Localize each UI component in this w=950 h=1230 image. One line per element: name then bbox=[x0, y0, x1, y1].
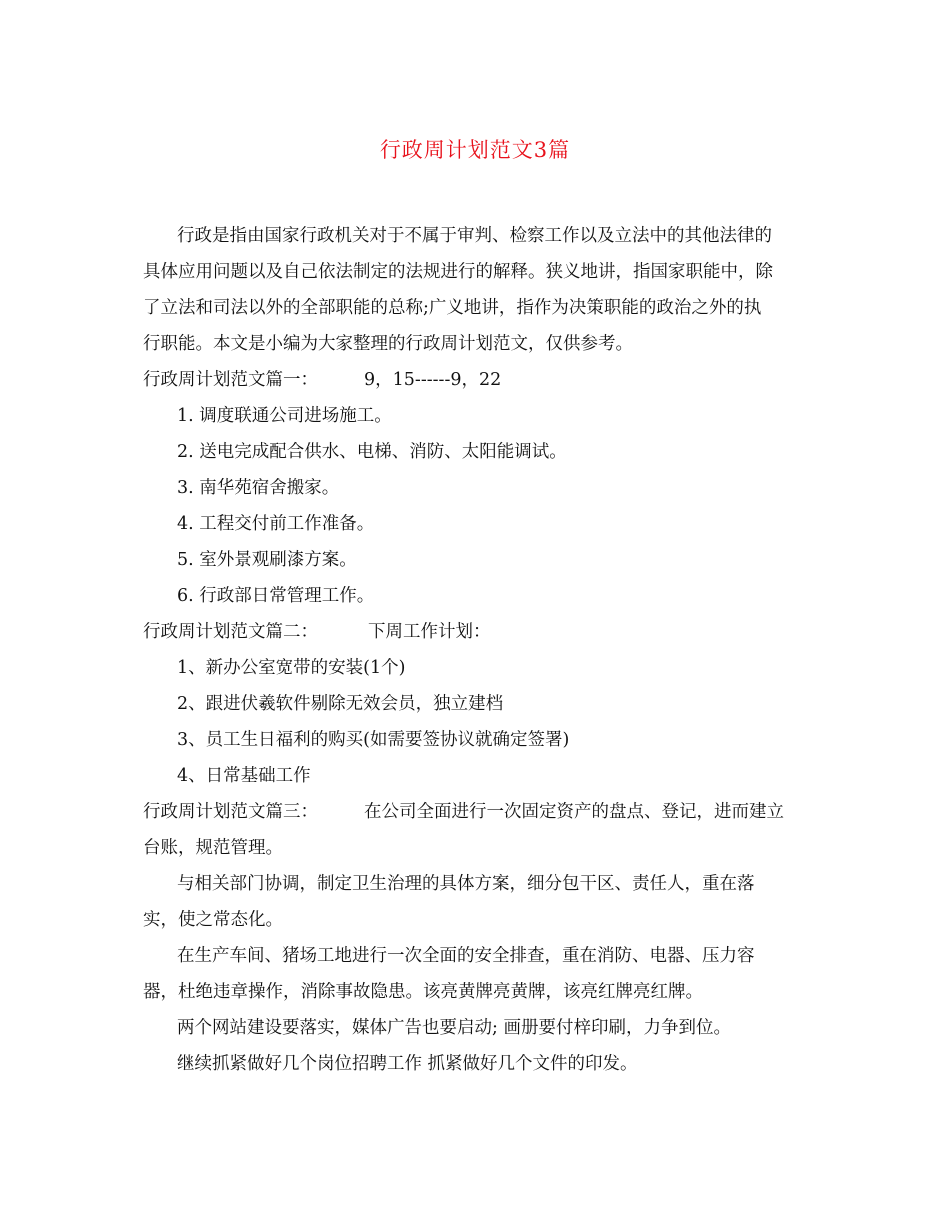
list-item: 4、日常基础工作 bbox=[177, 766, 311, 786]
section3-heading-line bbox=[143, 794, 823, 830]
section2-heading-line bbox=[143, 614, 823, 650]
paragraph-line: 继续抓紧做好几个岗位招聘工作 抓紧做好几个文件的印发。 bbox=[177, 1054, 638, 1074]
document-title: 行政周计划范文3篇 bbox=[379, 138, 571, 162]
section3-first-line: 在公司全面进行一次固定资产的盘点、登记，进而建立 bbox=[364, 802, 784, 822]
section1-heading: 行政周计划范文篇一： bbox=[143, 370, 318, 390]
section2-heading: 行政周计划范文篇二： bbox=[143, 622, 318, 642]
section2-subheading: 下周工作计划： bbox=[368, 622, 491, 642]
paragraph-line: 两个网站建设要落实，媒体广告也要启动; 画册要付梓印刷，力争到位。 bbox=[177, 1018, 731, 1038]
intro-line: 行职能。本文是小编为大家整理的行政周计划范文，仅供参考。 bbox=[143, 334, 633, 354]
list-item: 1、新办公室宽带的安装(1个) bbox=[177, 658, 406, 678]
list-item: 2. 送电完成配合供水、电梯、消防、太阳能调试。 bbox=[177, 442, 567, 462]
intro-line: 行政是指由国家行政机关对于不属于审判、检察工作以及立法中的其他法律的 bbox=[177, 226, 772, 246]
list-item: 3、员工生日福利的购买(如需要签协议就确定签署) bbox=[177, 730, 570, 750]
list-item: 4. 工程交付前工作准备。 bbox=[177, 514, 375, 534]
paragraph-line: 实，使之常态化。 bbox=[143, 910, 283, 930]
paragraph-line: 与相关部门协调，制定卫生治理的具体方案，细分包干区、责任人，重在落 bbox=[177, 874, 755, 894]
paragraph-line: 器，杜绝违章操作，消除事故隐患。该亮黄牌亮黄牌，该亮红牌亮红牌。 bbox=[143, 982, 703, 1002]
section1-date: 9，15------9，22 bbox=[364, 370, 502, 390]
list-item: 3. 南华苑宿舍搬家。 bbox=[177, 478, 340, 498]
paragraph-line: 在生产车间、猪场工地进行一次全面的安全排查，重在消防、电器、压力容 bbox=[177, 946, 755, 966]
intro-line: 了立法和司法以外的全部职能的总称;广义地讲，指作为决策职能的政治之外的执 bbox=[143, 298, 762, 318]
section1-heading-line bbox=[143, 362, 823, 398]
intro-line: 具体应用问题以及自己依法制定的法规进行的解释。狭义地讲，指国家职能中，除 bbox=[143, 262, 773, 282]
list-item: 6. 行政部日常管理工作。 bbox=[177, 586, 375, 606]
section3-heading: 行政周计划范文篇三： bbox=[143, 802, 318, 822]
list-item: 1. 调度联通公司进场施工。 bbox=[177, 406, 392, 426]
list-item: 2、跟进伏羲软件剔除无效会员，独立建档 bbox=[177, 694, 504, 714]
paragraph-line: 台账，规范管理。 bbox=[143, 838, 283, 858]
list-item: 5. 室外景观刷漆方案。 bbox=[177, 550, 357, 570]
